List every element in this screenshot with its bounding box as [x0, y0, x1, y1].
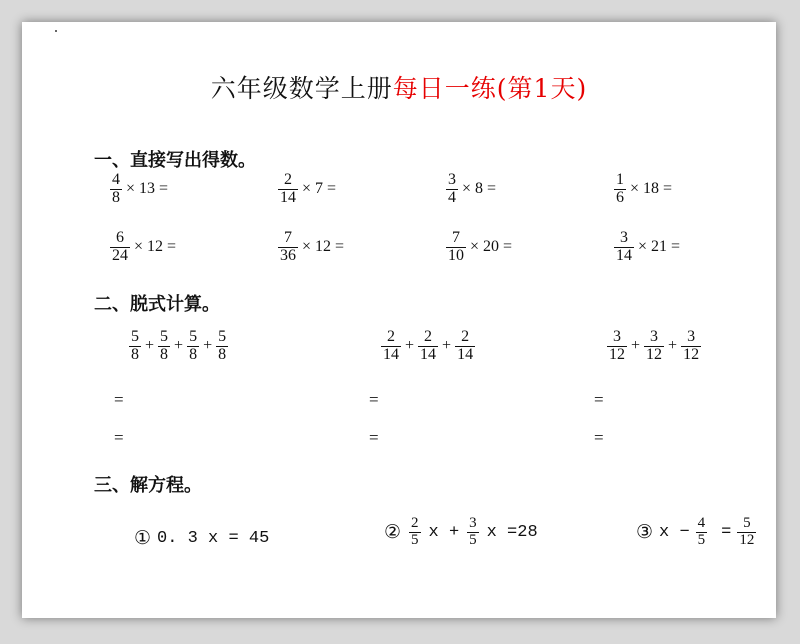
- problem-rest: × 13 =: [126, 180, 169, 198]
- expression-fraction: $\frac{3}{12}$: [683, 328, 700, 363]
- mixed-calc-expression: $\frac{2}{14}$ + $\frac{2}{14}$ + $\frac{2}{14}$: [383, 328, 474, 363]
- equation-3-start: x −: [659, 522, 690, 542]
- title-highlight: 每日一练(第1天): [392, 74, 588, 103]
- problem-fraction: $\frac{3}{14}$: [616, 229, 632, 264]
- problem-fraction: $\frac{6}{24}$: [112, 229, 128, 264]
- section-2-heading: 二、脱式计算。: [94, 294, 220, 315]
- equation-3-equals: =: [721, 522, 732, 542]
- equation-2-fraction-2: $\frac{3}{5}$: [469, 515, 477, 548]
- circled-number-2: ②: [384, 521, 402, 544]
- equation-2: [384, 516, 538, 549]
- direct-calc-problem: [444, 172, 498, 207]
- equation-2-end: x =28: [486, 522, 538, 542]
- direct-calc-problem: [108, 172, 170, 207]
- scan-speck: [55, 30, 57, 32]
- work-step-equals: =: [114, 428, 124, 447]
- expression-fraction: $\frac{5}{8}$: [131, 328, 139, 363]
- problem-rest: × 12 =: [302, 238, 345, 256]
- expression-fraction: $\frac{5}{8}$: [189, 328, 198, 363]
- problem-fraction: $\frac{3}{4}$: [448, 171, 456, 206]
- problem-rest: × 7 =: [302, 180, 337, 198]
- equation-1: [134, 527, 269, 549]
- title-main: 六年级数学上册: [210, 74, 393, 103]
- equation-2-fraction-1: $\frac{2}{5}$: [411, 515, 419, 548]
- expression-fraction: $\frac{3}{12}$: [646, 328, 663, 363]
- problem-fraction: $\frac{7}{36}$: [280, 229, 296, 264]
- equation-3-fraction-2: $\frac{5}{12}$: [739, 515, 755, 548]
- problem-rest: × 12 =: [134, 238, 177, 256]
- direct-calc-problem: [612, 172, 674, 207]
- problem-rest: × 20 =: [470, 238, 513, 256]
- problem-fraction: $\frac{2}{14}$: [280, 171, 296, 206]
- mixed-calc-expression: $\frac{5}{8}$ + $\frac{5}{8}$ + $\frac{5}{8}$ + $\frac{5}{8}$: [131, 328, 227, 363]
- direct-calc-problem: [612, 230, 682, 265]
- work-step-equals: =: [369, 428, 379, 447]
- page-title: [22, 69, 776, 105]
- expression-fraction: $\frac{2}{14}$: [383, 328, 399, 363]
- equation-3: [636, 516, 758, 549]
- worksheet-page: [22, 22, 776, 618]
- equation-3-fraction-1: $\frac{4}{5}$: [697, 515, 706, 548]
- direct-calc-problem: [108, 230, 178, 265]
- problem-fraction: $\frac{1}{6}$: [616, 171, 624, 206]
- work-step-equals: =: [594, 390, 604, 409]
- expression-fraction: $\frac{5}{8}$: [218, 328, 227, 363]
- circled-number-3: ③: [636, 521, 654, 544]
- equation-1-text: 0. 3 x = 45: [157, 528, 270, 548]
- direct-calc-problem: [444, 230, 514, 265]
- problem-rest: × 21 =: [638, 238, 681, 256]
- problem-rest: × 18 =: [630, 180, 673, 198]
- section-1-heading: 一、直接写出得数。: [94, 150, 256, 171]
- direct-calc-problem: [276, 230, 346, 265]
- expression-fraction: $\frac{2}{14}$: [457, 328, 474, 363]
- expression-fraction: $\frac{5}{8}$: [160, 328, 169, 363]
- work-step-equals: =: [594, 428, 604, 447]
- direct-calc-problem: [276, 172, 338, 207]
- circled-number-1: ①: [134, 527, 152, 549]
- mixed-calc-expression: $\frac{3}{12}$ + $\frac{3}{12}$ + $\frac{3}{12}$: [609, 328, 700, 363]
- section-3-heading: 三、解方程。: [94, 475, 202, 496]
- expression-fraction: $\frac{2}{14}$: [420, 328, 437, 363]
- work-step-equals: =: [114, 390, 124, 409]
- equation-2-middle: x +: [428, 522, 460, 542]
- problem-rest: × 8 =: [462, 180, 497, 198]
- work-step-equals: =: [369, 390, 379, 409]
- expression-fraction: $\frac{3}{12}$: [609, 328, 625, 363]
- problem-fraction: $\frac{7}{10}$: [448, 229, 464, 264]
- problem-fraction: $\frac{4}{8}$: [112, 171, 120, 206]
